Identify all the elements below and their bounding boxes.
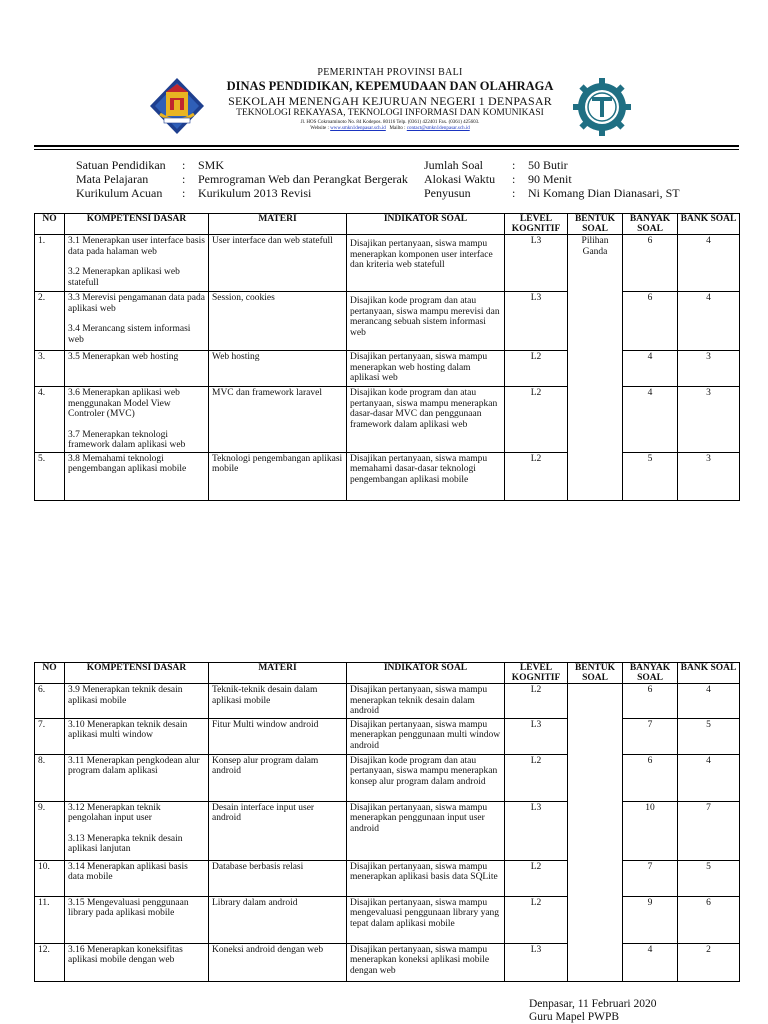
col-indikator-header: INDIKATOR SOAL bbox=[347, 214, 505, 235]
cell-bank: 3 bbox=[678, 351, 740, 387]
header-contact bbox=[210, 126, 570, 131]
cell-level: L2 bbox=[505, 860, 568, 896]
meta-row bbox=[76, 172, 408, 186]
col-bank-header: BANK SOAL bbox=[678, 663, 740, 684]
col-materi-header: MATERI bbox=[209, 663, 347, 684]
col-bentuk-header: BENTUK SOAL bbox=[568, 663, 623, 684]
meta-right bbox=[424, 158, 680, 200]
kd-item: 3.1 Menerapkan user interface basis data pada halaman web bbox=[68, 236, 205, 257]
table-row bbox=[35, 235, 740, 292]
cell-level: L3 bbox=[505, 235, 568, 292]
col-banyak-header: BANYAK SOAL bbox=[623, 663, 678, 684]
table-row bbox=[35, 896, 740, 943]
kd-item: 3.13 Menerapka teknik desain aplikasi lanjutan bbox=[68, 833, 183, 854]
indikator-text: Disajikan kode program dan atau pertanyaan, siswa mampu merevisi dan merancang sebuah sistem informasi web bbox=[350, 296, 500, 338]
meta-label: Mata Pelajaran bbox=[76, 172, 149, 186]
cell-bentuk: Pilihan Ganda bbox=[568, 235, 623, 501]
cell-bank: 6 bbox=[678, 896, 740, 943]
cell-indikator: Disajikan pertanyaan, siswa mampu menerapkan penggunaan multi window android bbox=[347, 718, 505, 754]
cell-indikator: Disajikan pertanyaan, siswa mampu menerapkan teknik desain dalam android bbox=[347, 684, 505, 719]
meta-value: 90 Menit bbox=[528, 172, 572, 186]
cell-kd: 3.11 Menerapkan pengkodean alur program dalam aplikasi bbox=[65, 754, 209, 801]
table-row bbox=[35, 943, 740, 981]
cell-indikator: Disajikan pertanyaan, siswa mampu memahami dasar-dasar teknologi pengembangan aplikasi mobile bbox=[347, 452, 505, 500]
cell-banyak: 7 bbox=[623, 860, 678, 896]
header-department: DINAS PENDIDIKAN, KEPEMUDAAN DAN OLAHRAGA bbox=[226, 79, 554, 93]
table-row bbox=[35, 292, 740, 351]
header-school: SEKOLAH MENENGAH KEJURUAN NEGERI 1 DENPASAR bbox=[228, 93, 552, 108]
cell-bank: 4 bbox=[678, 292, 740, 351]
cell-kd: 3.15 Mengevaluasi penggunaan library pada aplikasi mobile bbox=[65, 896, 209, 943]
cell-level: L2 bbox=[505, 351, 568, 387]
signature-block bbox=[529, 998, 657, 1024]
cell-kd: 3.5 Menerapkan web hosting bbox=[65, 351, 209, 387]
meta-label: Alokasi Waktu bbox=[424, 172, 496, 186]
meta-label: Satuan Pendidikan bbox=[76, 158, 166, 172]
cell-materi: Database berbasis relasi bbox=[209, 860, 347, 896]
cell-banyak: 4 bbox=[623, 387, 678, 453]
cell-kd: 3.16 Menerapkan koneksifitas aplikasi mobile dengan web bbox=[65, 943, 209, 981]
cell-level: L2 bbox=[505, 452, 568, 500]
cell-no: 3. bbox=[35, 351, 65, 387]
cell-materi: Desain interface input user android bbox=[209, 801, 347, 860]
cell-banyak: 6 bbox=[623, 292, 678, 351]
meta-label: Penyusun bbox=[424, 186, 471, 200]
cell-level: L3 bbox=[505, 801, 568, 860]
cell-banyak: 4 bbox=[623, 943, 678, 981]
kd-item: 3.3 Merevisi pengamanan data pada aplikasi web bbox=[68, 293, 205, 314]
cell-indikator: Disajikan kode program dan atau pertanyaan, siswa mampu menerapkan konsep alur program dalam android bbox=[347, 754, 505, 801]
cell-banyak: 6 bbox=[623, 235, 678, 292]
header-field: TEKNOLOGI REKAYASA, TEKNOLOGI INFORMASI DAN KOMUNIKASI bbox=[236, 107, 544, 118]
table-header-row bbox=[35, 214, 740, 235]
website-label: Website : bbox=[310, 126, 329, 131]
cell-banyak: 5 bbox=[623, 452, 678, 500]
cell-level: L2 bbox=[505, 754, 568, 801]
col-bank-header: BANK SOAL bbox=[678, 214, 740, 235]
cell-level: L3 bbox=[505, 292, 568, 351]
cell-indikator: Disajikan pertanyaan, siswa mampu menerapkan web hosting dalam aplikasi web bbox=[347, 351, 505, 387]
cell-indikator bbox=[347, 292, 505, 351]
cell-level: L2 bbox=[505, 684, 568, 719]
cell-banyak: 6 bbox=[623, 684, 678, 719]
kd-item: 3.2 Menerapkan aplikasi web statefull bbox=[68, 267, 180, 288]
cell-kd bbox=[65, 387, 209, 453]
cell-banyak: 9 bbox=[623, 896, 678, 943]
meta-separator: : bbox=[512, 172, 516, 186]
table-row bbox=[35, 387, 740, 453]
kisi-kisi-table-2 bbox=[34, 662, 740, 982]
meta-value: SMK bbox=[198, 158, 225, 172]
table-row bbox=[35, 684, 740, 719]
meta-row bbox=[424, 158, 680, 172]
meta-row bbox=[424, 172, 680, 186]
email-link[interactable]: contact@smkn1denpasar.sch.id bbox=[406, 126, 470, 131]
meta-label: Jumlah Soal bbox=[424, 158, 483, 172]
cell-banyak: 6 bbox=[623, 754, 678, 801]
meta-separator: : bbox=[512, 186, 516, 200]
cell-indikator: Disajikan pertanyaan, siswa mampu mengevaluasi penggunaan library yang tepat dalam aplikasi mobile bbox=[347, 896, 505, 943]
cell-materi: Teknologi pengembangan aplikasi mobile bbox=[209, 452, 347, 500]
header-rule-thick bbox=[34, 145, 739, 147]
signature-place-date: Denpasar, 11 Februari 2020 bbox=[529, 998, 657, 1010]
meta-label: Kurikulum Acuan bbox=[76, 186, 163, 200]
meta-value: 50 Butir bbox=[528, 158, 568, 172]
table-row bbox=[35, 351, 740, 387]
cell-no: 4. bbox=[35, 387, 65, 453]
table-row bbox=[35, 754, 740, 801]
header-rule-thin bbox=[34, 149, 739, 150]
cell-indikator bbox=[347, 235, 505, 292]
cell-bank: 4 bbox=[678, 754, 740, 801]
cell-materi: User interface dan web statefull bbox=[209, 235, 347, 292]
cell-materi: Konsep alur program dalam android bbox=[209, 754, 347, 801]
cell-bank: 5 bbox=[678, 718, 740, 754]
cell-indikator: Disajikan pertanyaan, siswa mampu menerapkan aplikasi basis data SQLite bbox=[347, 860, 505, 896]
cell-indikator: Disajikan kode program dan atau pertanyaan, siswa mampu menerapkan dasar-dasar MVC dan penggunaan framework dalam aplikasi web bbox=[347, 387, 505, 453]
cell-kd: 3.10 Menerapkan teknik desain aplikasi multi window bbox=[65, 718, 209, 754]
cell-materi: Teknik-teknik desain dalam aplikasi mobile bbox=[209, 684, 347, 719]
col-level-header: LEVEL KOGNITIF bbox=[505, 214, 568, 235]
meta-value: Ni Komang Dian Dianasari, ST bbox=[528, 186, 680, 200]
cell-level: L3 bbox=[505, 943, 568, 981]
col-kd-header: KOMPETENSI DASAR bbox=[65, 663, 209, 684]
mailto-label: Mailto : bbox=[389, 126, 406, 131]
col-no-header: NO bbox=[35, 663, 65, 684]
table-row bbox=[35, 860, 740, 896]
meta-value: Pemrograman Web dan Perangkat Bergerak bbox=[198, 172, 408, 186]
cell-no: 2. bbox=[35, 292, 65, 351]
header-government: PEMERINTAH PROVINSI BALI bbox=[317, 67, 463, 78]
meta-value: Kurikulum 2013 Revisi bbox=[198, 186, 312, 200]
col-bentuk-header: BENTUK SOAL bbox=[568, 214, 623, 235]
cell-no: 6. bbox=[35, 684, 65, 719]
meta-separator: : bbox=[182, 158, 186, 172]
cell-indikator: Disajikan pertanyaan, siswa mampu menerapkan penggunaan input user android bbox=[347, 801, 505, 860]
meta-left bbox=[76, 158, 408, 200]
col-kd-header: KOMPETENSI DASAR bbox=[65, 214, 209, 235]
meta-row bbox=[76, 186, 408, 200]
meta-separator: : bbox=[182, 172, 186, 186]
cell-materi: Koneksi android dengan web bbox=[209, 943, 347, 981]
meta-row bbox=[424, 186, 680, 200]
meta-separator: : bbox=[512, 158, 516, 172]
kd-item: 3.6 Menerapkan aplikasi web menggunakan Model View Controler (MVC) bbox=[68, 388, 180, 419]
cell-level: L2 bbox=[505, 387, 568, 453]
cell-banyak: 7 bbox=[623, 718, 678, 754]
school-gear-emblem-icon bbox=[572, 77, 632, 137]
cell-banyak: 10 bbox=[623, 801, 678, 860]
indikator-text: Disajikan pertanyaan, siswa mampu menerapkan komponen user interface dan kriteria web statefull bbox=[350, 239, 493, 270]
cell-no: 5. bbox=[35, 452, 65, 500]
cell-indikator: Disajikan pertanyaan, siswa mampu menerapkan koneksi aplikasi mobile dengan web bbox=[347, 943, 505, 981]
cell-kd: 3.9 Menerapkan teknik desain aplikasi mobile bbox=[65, 684, 209, 719]
cell-materi: MVC dan framework laravel bbox=[209, 387, 347, 453]
cell-bank: 7 bbox=[678, 801, 740, 860]
signature-role: Guru Mapel PWPB bbox=[529, 1011, 620, 1023]
cell-materi: Fitur Multi window android bbox=[209, 718, 347, 754]
table-row bbox=[35, 452, 740, 500]
cell-materi: Web hosting bbox=[209, 351, 347, 387]
col-no-header: NO bbox=[35, 214, 65, 235]
cell-bank: 5 bbox=[678, 860, 740, 896]
cell-kd: 3.8 Memahami teknologi pengembangan aplikasi mobile bbox=[65, 452, 209, 500]
table-row bbox=[35, 801, 740, 860]
meta-separator: : bbox=[182, 186, 186, 200]
cell-level: L2 bbox=[505, 896, 568, 943]
kisi-kisi-table-1 bbox=[34, 213, 740, 501]
cell-materi: Session, cookies bbox=[209, 292, 347, 351]
kd-item: 3.12 Menerapkan teknik pengolahan input user bbox=[68, 802, 161, 823]
cell-bank: 4 bbox=[678, 684, 740, 719]
cell-bank: 2 bbox=[678, 943, 740, 981]
cell-materi: Library dalam android bbox=[209, 896, 347, 943]
bali-province-emblem-icon bbox=[148, 76, 206, 136]
cell-no: 8. bbox=[35, 754, 65, 801]
table-row bbox=[35, 718, 740, 754]
cell-level: L3 bbox=[505, 718, 568, 754]
cell-kd bbox=[65, 235, 209, 292]
cell-bank: 3 bbox=[678, 387, 740, 453]
cell-kd bbox=[65, 292, 209, 351]
cell-bentuk bbox=[568, 684, 623, 982]
cell-no: 10. bbox=[35, 860, 65, 896]
cell-no: 11. bbox=[35, 896, 65, 943]
table-header-row bbox=[35, 663, 740, 684]
cell-no: 1. bbox=[35, 235, 65, 292]
col-indikator-header: INDIKATOR SOAL bbox=[347, 663, 505, 684]
cell-no: 9. bbox=[35, 801, 65, 860]
letterhead bbox=[0, 68, 768, 146]
cell-kd: 3.14 Menerapkan aplikasi basis data mobile bbox=[65, 860, 209, 896]
cell-bank: 4 bbox=[678, 235, 740, 292]
col-banyak-header: BANYAK SOAL bbox=[623, 214, 678, 235]
cell-banyak: 4 bbox=[623, 351, 678, 387]
cell-bank: 3 bbox=[678, 452, 740, 500]
cell-no: 12. bbox=[35, 943, 65, 981]
meta-row bbox=[76, 158, 408, 172]
col-materi-header: MATERI bbox=[209, 214, 347, 235]
header-address: Jl. HOS Cokroaminoto No. 84 Kodepos. 80116 Telp. (0361) 422401 Fax. (0361) 425603. bbox=[300, 120, 480, 125]
col-level-header: LEVEL KOGNITIF bbox=[505, 663, 568, 684]
kd-item: 3.4 Merancang sistem informasi web bbox=[68, 324, 191, 345]
website-link[interactable]: www.smkn1denpasar.sch.id bbox=[330, 126, 386, 131]
cell-no: 7. bbox=[35, 718, 65, 754]
cell-kd bbox=[65, 801, 209, 860]
kd-item: 3.7 Menerapkan teknologi framework dalam aplikasi web bbox=[68, 429, 186, 450]
